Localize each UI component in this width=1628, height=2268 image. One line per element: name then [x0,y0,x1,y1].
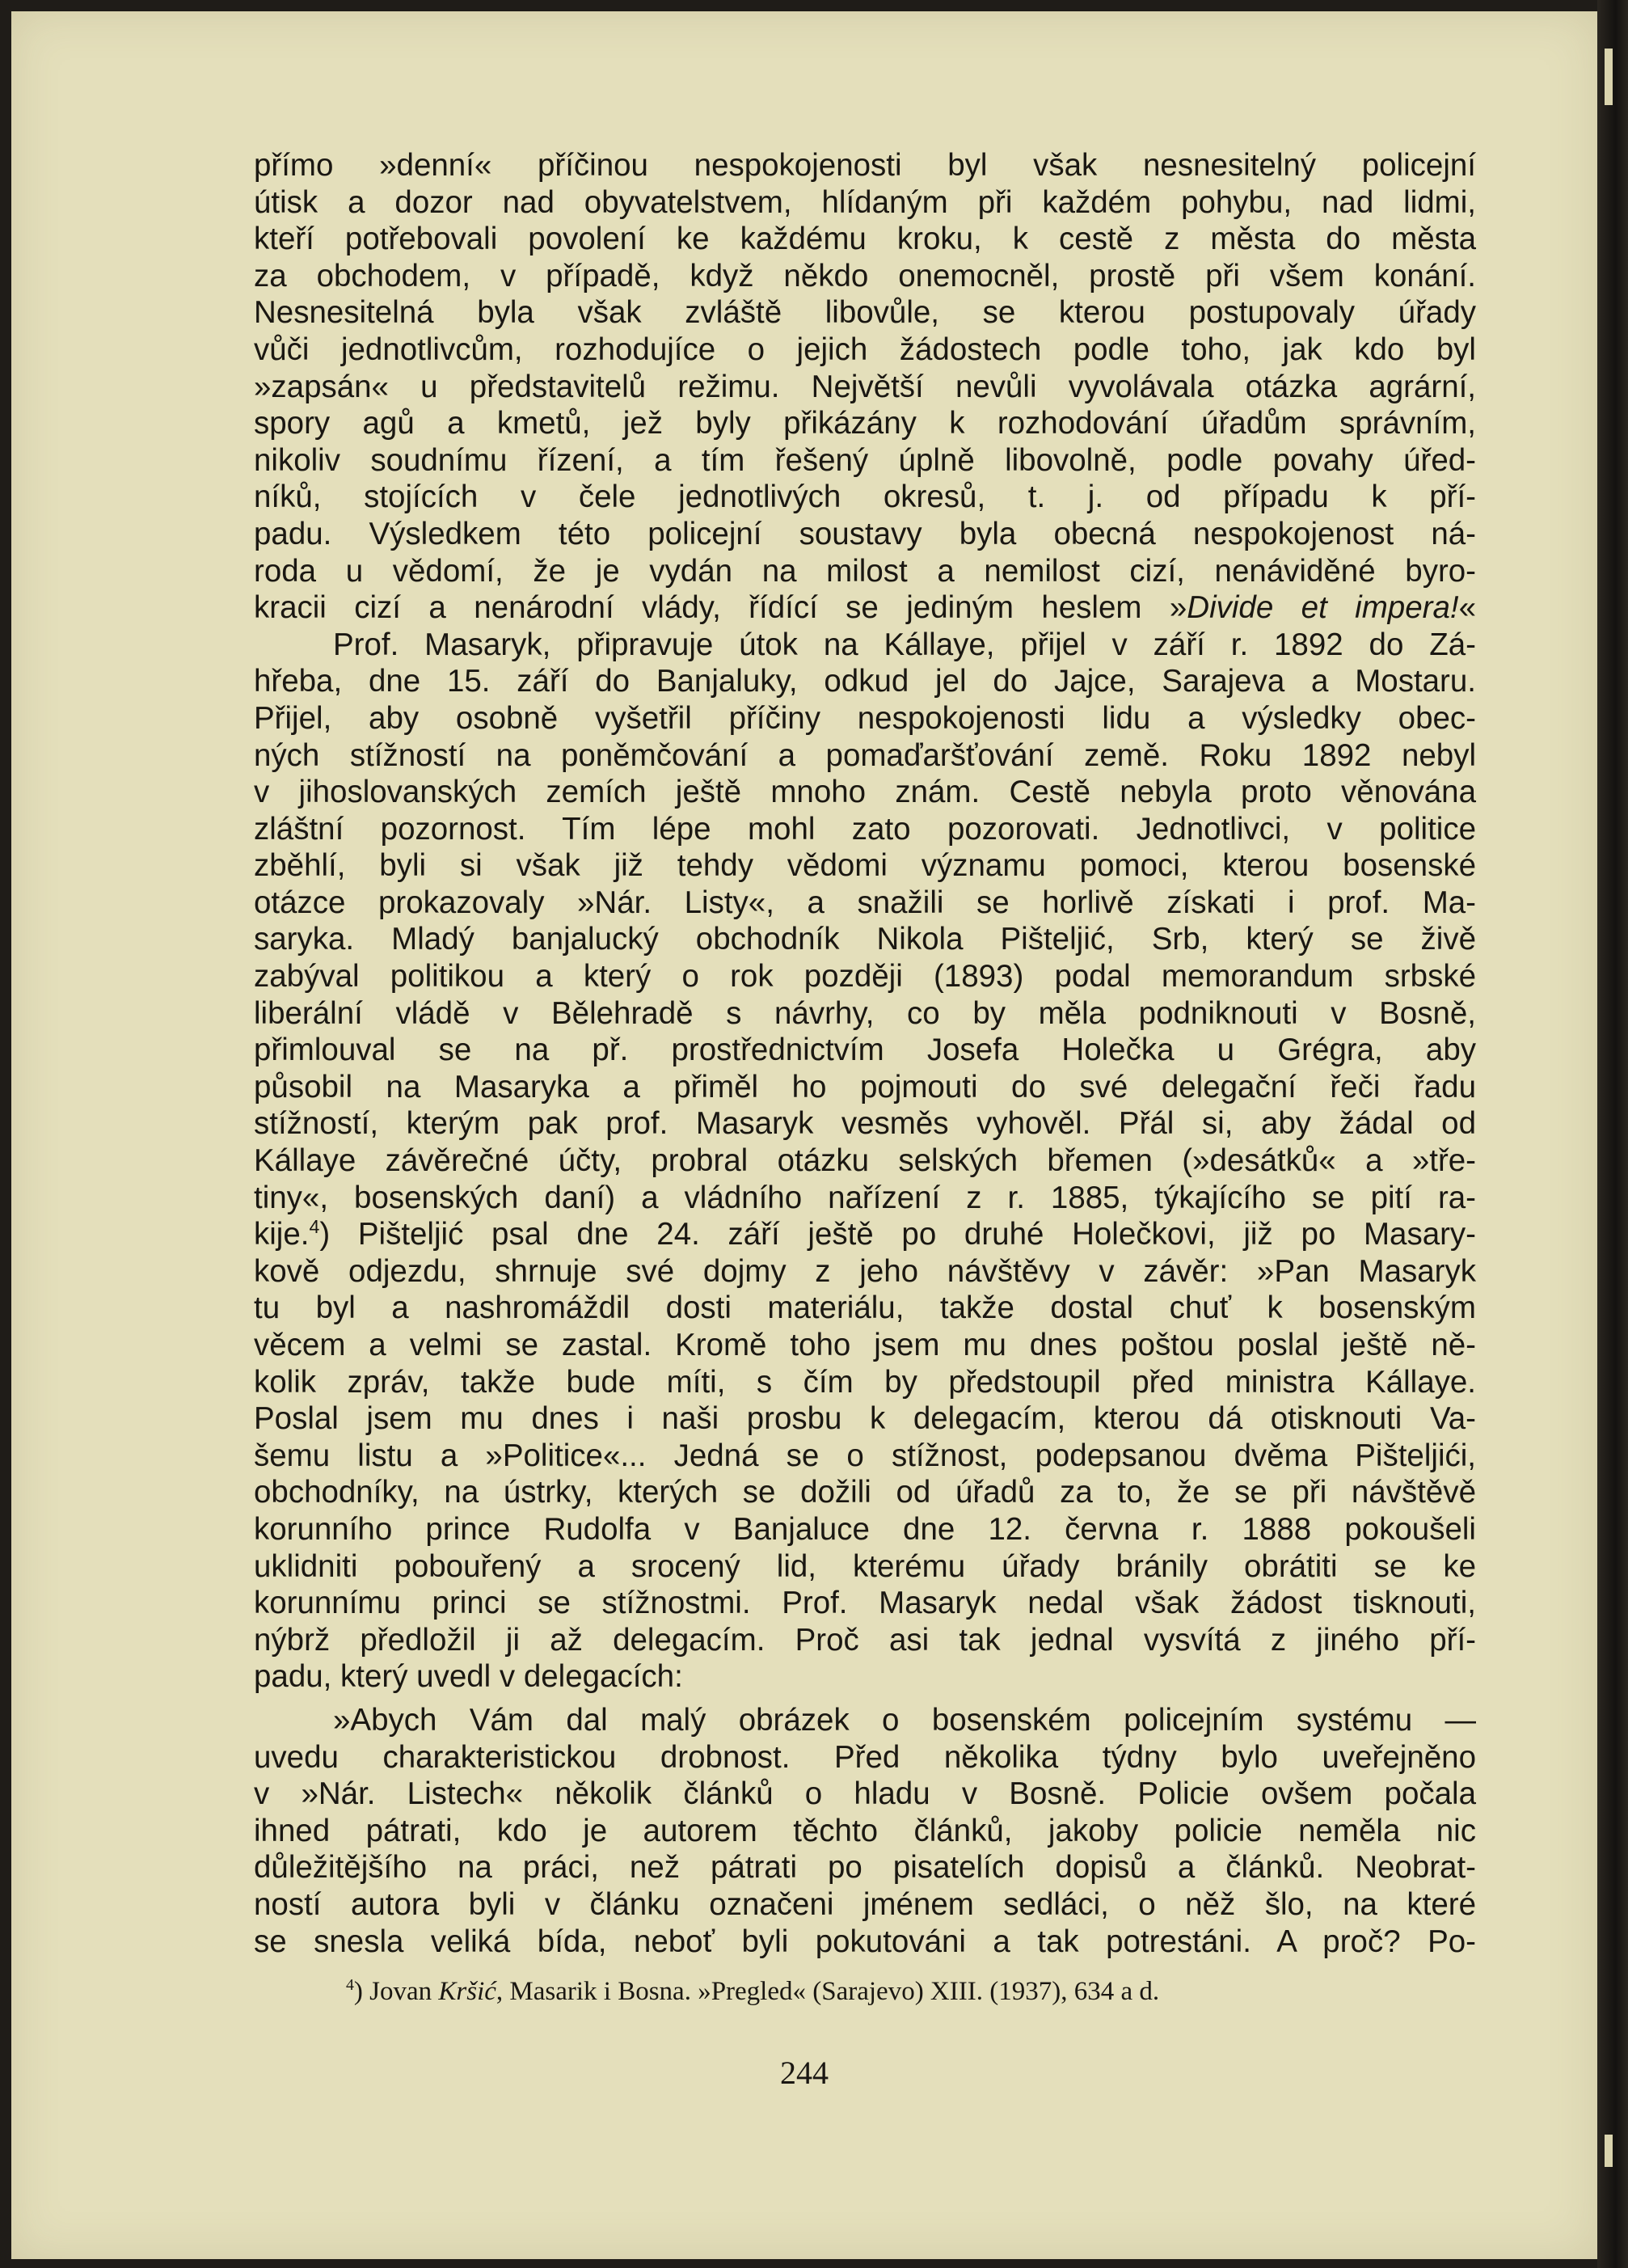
text-line: se snesla veliká bída, neboť byli pokutováni a tak potrestáni. A proč? Po- [254,1924,1476,1959]
text-line: tiny«, bosenských daní) a vládního nařízení z r. 1885, týkajícího se pití ra- [254,1180,1476,1215]
text-line: padu. Výsledkem této policejní soustavy byla obecná nespokojenost ná- [254,516,1476,551]
text-line: vůči jednotlivcům, rozhodujíce o jejich žádostech podle toho, jak kdo byl [254,332,1476,367]
text-line: korunního prince Rudolfa v Banjaluce dne 12. června r. 1888 pokoušeli [254,1511,1476,1547]
text-line: nýbrž předložil ji až delegacím. Proč asi tak jednal vysvítá z jiného pří- [254,1622,1476,1658]
text-line: Prof. Masaryk, připravuje útok na Kállaye, přijel v září r. 1892 do Zá- [333,627,1476,662]
text-line: tu byl a nashromáždil dosti materiálu, takže dostal chuť k bosenským [254,1290,1476,1326]
text-line [254,1216,1476,1253]
paragraph-1 [254,147,1476,627]
text-line: korunnímu princi se stížnostmi. Prof. Masaryk nedal však žádost tisknouti, [254,1586,1476,1621]
page-number: 244 [780,2055,829,2091]
text-span: ) Pišteljić psal dne 24. září ještě po druhé Holečkovi, již po Masary- [319,1217,1476,1252]
text-line: zabýval politikou a který o rok později (1893) podal memorandum srbské [254,959,1476,995]
text-line: saryka. Mladý banjalucký obchodník Nikola Pišteljić, Srb, který se živě [254,922,1476,957]
text-line: »Abych Vám dal malý obrázek o bosenském policejním systému — [333,1702,1476,1738]
page-edge-mark [1605,49,1613,105]
text-line: Kállaye závěrečné účty, probral otázku selských břemen (»desátků« a »tře- [254,1143,1476,1179]
footnote-reference: 4 [309,1216,320,1238]
text-line: ných stížností na poněmčování a pomaďaršťování země. Roku 1892 nebyl [254,737,1476,773]
text-span: kije. [254,1217,310,1252]
footnote [346,1977,1397,2007]
text-line: obchodníky, na ústrky, kterých se dožili od úřadů za to, že se při návštěvě [254,1475,1476,1510]
text-line: »zapsán« u představitelů režimu. Největší nevůli vyvolávala otázka agrární, [254,369,1476,404]
paragraph-gap [254,1696,1476,1702]
text-line: zláštní pozornost. Tím lépe mohl zato pozorovati. Jednotlivci, v politice [254,811,1476,847]
text-line: Poslal jsem mu dnes i naši prosbu k delegacím, kterou dá otisknouti Va- [254,1401,1476,1437]
latin-quote: Divide et impera! [1187,590,1459,626]
text-line: přímo »denní« příčinou nespokojenosti byl však nesnesitelný policejní [254,148,1476,183]
text-line: spory agů a kmetů, jež byly přikázány k rozhodování úřadům správním, [254,406,1476,441]
text-line: padu, který uvedl v delegacích: [254,1659,683,1695]
text-line: Nesnesitelná byla však zvláště libovůle, se kterou postupovaly úřady [254,295,1476,331]
page-edge-shadow [1597,0,1628,2268]
text-line [254,589,1476,627]
text-line: otázce prokazovaly »Nár. Listy«, a snažili se horlivě získati i prof. Ma- [254,885,1476,920]
text-line: kolik zpráv, takže bude míti, s čím by předstoupil před ministra Kállaye. [254,1364,1476,1400]
text-line: zběhlí, byli si však již tehdy vědomi významu pomoci, kterou bosenské [254,848,1476,884]
text-line: hřeba, dne 15. září do Banjaluky, odkud jel do Jajce, Sarajeva a Mostaru. [254,664,1476,699]
paragraph-3 [254,1702,1476,1960]
footnote-author: Kršić [438,1977,496,2006]
text-line: roda u vědomí, že je vydán na milost a nemilost cizí, nenáviděné byro- [254,553,1476,589]
text-span: « [1458,590,1476,626]
footnote-text: , Masarik i Bosna. »Pregled« (Sarajevo) XIII. (1937), 634 a d. [496,1977,1160,2006]
text-line: v »Nár. Listech« několik článků o hladu v Bosně. Policie ovšem počala [254,1776,1476,1812]
text-line: Přijel, aby osobně vyšetřil příčiny nespokojenosti lidu a výsledky obec- [254,700,1476,736]
text-line: v jihoslovanských zemích ještě mnoho znám. Cestě nebyla proto věnována [254,775,1476,810]
text-line: šemu listu a »Politice«... Jedná se o stížnost, podepsanou dvěma Pišteljići, [254,1438,1476,1473]
paragraph-2 [254,627,1476,1696]
text-line: útisk a dozor nad obyvatelstvem, hlídaným při každém pohybu, nad lidmi, [254,184,1476,220]
text-line: kově odjezdu, shrnuje své dojmy z jeho návštěvy v závěr: »Pan Masaryk [254,1253,1476,1289]
text-span: kracii cizí a nenárodní vlády, řídící se jediným heslem » [254,590,1187,626]
text-line: kteří potřebovali povolení ke každému kroku, k cestě z města do města [254,222,1476,257]
text-line: působil na Masaryka a přiměl ho pojmouti do své delegační řeči řadu [254,1069,1476,1104]
body-text [254,147,1476,1960]
text-line: níků, stojících v čele jednotlivých okresů, t. j. od případu k pří- [254,479,1476,515]
text-line: stížností, kterým pak prof. Masaryk vesměs vyhověl. Přál si, aby žádal od [254,1106,1476,1142]
text-line: liberální vládě v Bělehradě s návrhy, co by měla podniknouti v Bosně, [254,995,1476,1031]
text-line: důležitějšího na práci, než pátrati po pisatelích dopisů a článků. Neobrat- [254,1850,1476,1886]
text-line: přimlouval se na př. prostřednictvím Josefa Holečka u Grégra, aby [254,1033,1476,1068]
footnote-text: ) Jovan [353,1977,439,2006]
text-line: za obchodem, v případě, když někdo onemocněl, prostě při všem konání. [254,258,1476,294]
text-line: ihned pátrati, kdo je autorem těchto článků, jakoby policie neměla nic [254,1813,1476,1848]
text-line: uklidniti pobouřený a srocený lid, kterému úřady bránily obrátiti se ke [254,1548,1476,1584]
page-edge-mark [1605,2135,1613,2167]
text-line: ností autora byli v článku označeni jménem sedláci, o něž šlo, na které [254,1886,1476,1922]
text-line: nikoliv soudnímu řízení, a tím řešený úplně libovolně, podle povahy úřed- [254,442,1476,478]
text-line: věcem a velmi se zastal. Kromě toho jsem mu dnes poštou poslal ještě ně- [254,1328,1476,1362]
footnote-marker: 4 [346,1976,354,1995]
text-line: uvedu charakteristickou drobnost. Před několika týdny bylo uveřejněno [254,1739,1476,1775]
